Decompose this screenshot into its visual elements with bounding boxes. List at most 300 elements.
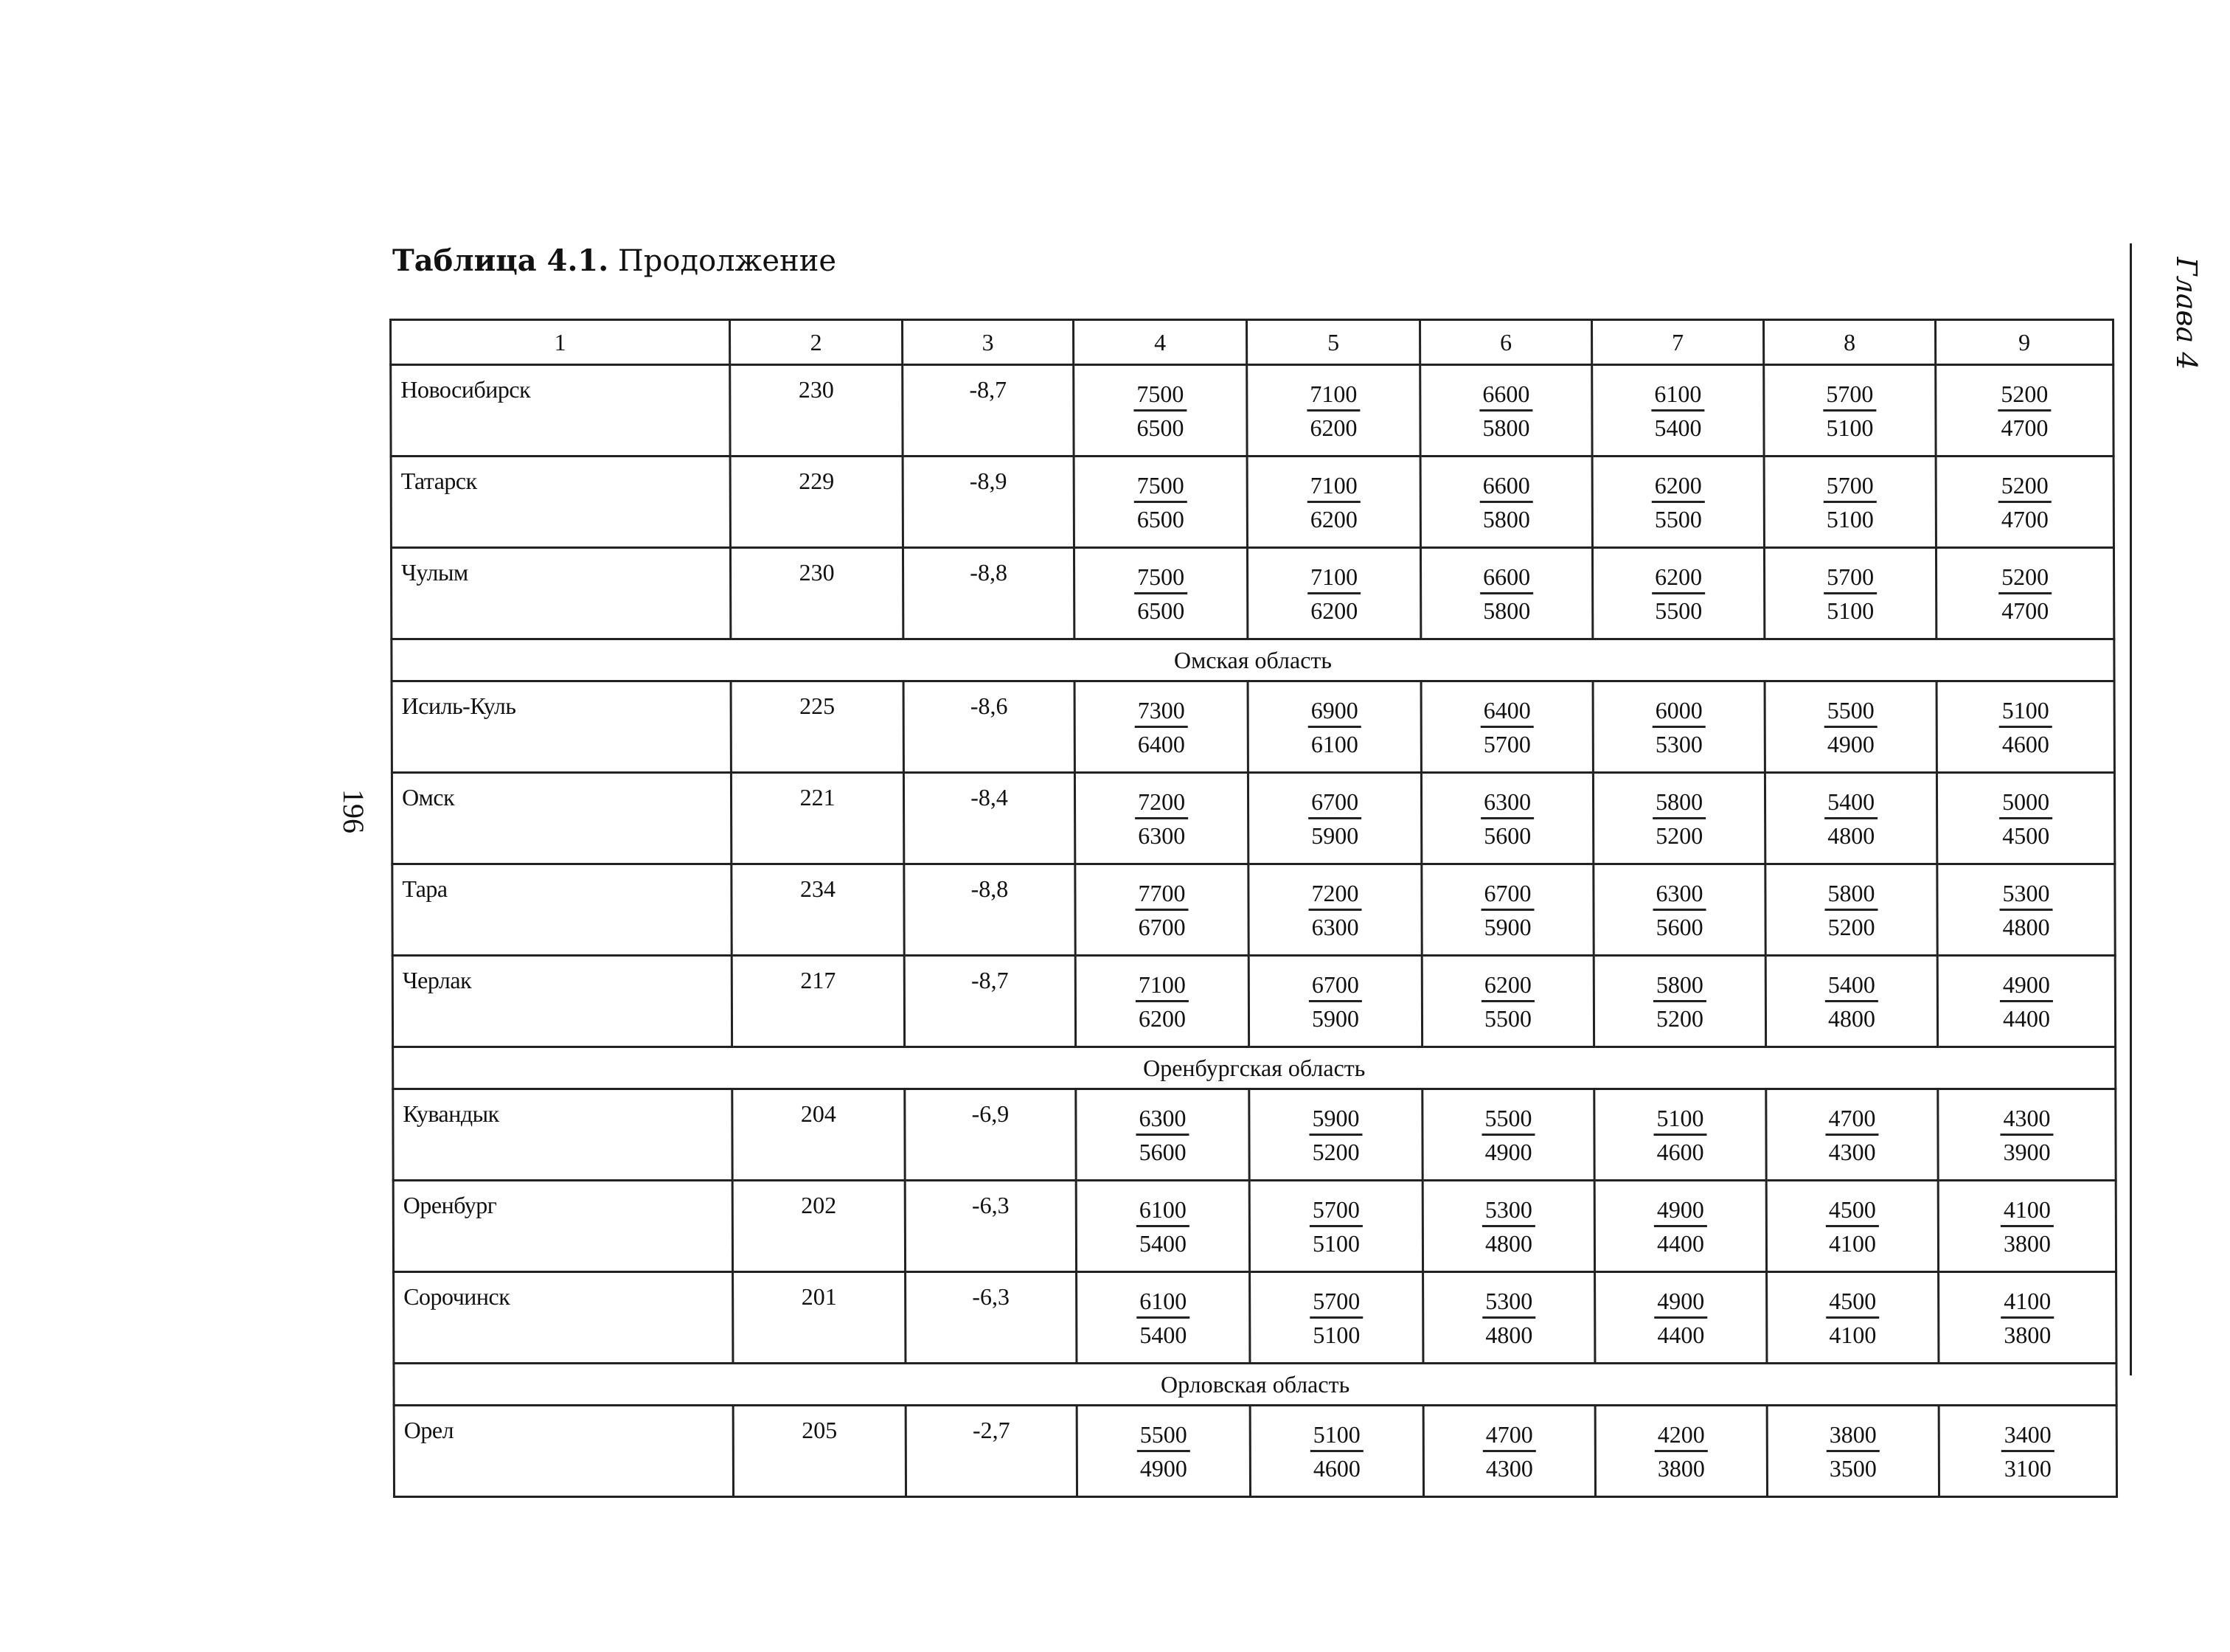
value-col2: 229 — [730, 457, 903, 548]
fraction — [1482, 1106, 1535, 1164]
denominator: 5600 — [1484, 822, 1532, 849]
numerator: 4900 — [1654, 1198, 1707, 1227]
denominator: 4400 — [1656, 1229, 1704, 1257]
fraction — [2000, 1106, 2053, 1164]
fraction — [1652, 473, 1705, 531]
numerator: 6200 — [1482, 973, 1535, 1002]
fraction-cell — [1074, 548, 1247, 639]
fraction — [1653, 790, 1706, 847]
city-name: Татарск — [391, 457, 730, 548]
fraction — [1481, 698, 1534, 756]
fraction-cell — [1248, 681, 1421, 773]
denominator: 5100 — [1827, 597, 1875, 624]
denominator: 5400 — [1139, 1229, 1187, 1257]
fraction-cell — [1937, 864, 2115, 956]
fraction-cell — [1939, 1406, 2116, 1497]
numerator: 6100 — [1136, 1198, 1189, 1227]
fraction-cell — [1767, 1272, 1939, 1364]
table-caption — [392, 243, 836, 278]
numerator: 4100 — [2001, 1289, 2054, 1319]
numerator: 5300 — [1482, 1289, 1535, 1319]
fraction-cell — [1937, 956, 2115, 1047]
denominator: 4600 — [1313, 1454, 1361, 1482]
fraction — [1998, 565, 2052, 622]
chapter-rule — [2130, 243, 2132, 1375]
fraction-cell — [1592, 548, 1764, 639]
value-col3: -6,9 — [905, 1089, 1076, 1181]
fraction-cell — [1938, 1089, 2116, 1181]
denominator: 4900 — [1484, 1138, 1532, 1165]
column-header: 3 — [903, 320, 1074, 365]
fraction-cell — [1423, 1272, 1595, 1364]
fraction-cell — [1423, 1406, 1595, 1497]
fraction-cell — [1936, 548, 2113, 639]
denominator: 5100 — [1312, 1229, 1360, 1257]
fraction — [1826, 1195, 1879, 1257]
denominator: 4400 — [2002, 1004, 2051, 1032]
fraction — [1653, 1106, 1706, 1164]
fraction — [1482, 1289, 1535, 1347]
fraction — [1136, 1289, 1189, 1347]
region-title: Орловская область — [394, 1364, 2116, 1406]
numerator: 5900 — [1309, 1106, 1362, 1136]
fraction-cell — [1421, 773, 1593, 864]
fraction — [1825, 1106, 1878, 1164]
fraction — [1135, 698, 1188, 756]
numerator: 5100 — [1999, 698, 2052, 728]
denominator: 6200 — [1310, 414, 1358, 441]
denominator: 6700 — [1138, 913, 1186, 940]
city-name: Оренбург — [393, 1181, 732, 1272]
numerator: 5000 — [1999, 790, 2052, 819]
denominator: 5900 — [1311, 1004, 1360, 1032]
denominator: 6200 — [1138, 1004, 1187, 1032]
fraction-cell — [1765, 773, 1937, 864]
fraction — [1307, 473, 1361, 531]
city-name: Сорочинск — [394, 1272, 733, 1364]
page-number: 196 — [337, 789, 371, 833]
fraction-cell — [1592, 457, 1764, 548]
denominator: 5800 — [1482, 414, 1530, 441]
fraction-cell — [1595, 1272, 1767, 1364]
data-table — [389, 319, 2118, 1498]
denominator: 6500 — [1137, 597, 1185, 624]
value-col2: 225 — [731, 681, 903, 773]
region-row — [392, 639, 2114, 681]
numerator: 6600 — [1480, 565, 1533, 594]
denominator: 3500 — [1829, 1454, 1877, 1482]
numerator: 5200 — [1998, 382, 2051, 412]
numerator: 5200 — [1998, 565, 2052, 594]
numerator: 7100 — [1136, 973, 1189, 1002]
fraction-cell — [1077, 1406, 1250, 1497]
numerator: 6100 — [1136, 1289, 1189, 1319]
numerator: 7500 — [1134, 473, 1187, 503]
fraction — [1310, 1420, 1364, 1482]
value-col2: 205 — [733, 1406, 906, 1497]
fraction — [1308, 881, 1361, 939]
fraction — [1825, 973, 1878, 1030]
city-name: Новосибирск — [391, 365, 730, 457]
fraction — [1137, 1420, 1190, 1482]
numerator: 7100 — [1307, 565, 1361, 594]
city-name: Омск — [392, 773, 731, 864]
numerator: 5700 — [1824, 473, 1877, 503]
denominator: 5100 — [1826, 414, 1874, 441]
fraction — [1136, 973, 1189, 1030]
denominator: 3800 — [2004, 1321, 2052, 1348]
fraction-cell — [1594, 956, 1765, 1047]
fraction-cell — [1247, 457, 1420, 548]
fraction-cell — [1765, 956, 1937, 1047]
fraction — [1481, 881, 1534, 939]
denominator: 4600 — [2001, 730, 2049, 757]
fraction — [1654, 1195, 1707, 1257]
city-name: Орел — [394, 1406, 733, 1497]
fraction-cell — [1937, 773, 2114, 864]
value-col3: -8,7 — [904, 956, 1075, 1047]
fraction — [1824, 790, 1878, 847]
fraction — [1651, 382, 1704, 440]
fraction — [1824, 698, 1878, 756]
denominator: 5600 — [1656, 913, 1703, 940]
fraction-cell — [1939, 1272, 2116, 1364]
city-name: Кувандык — [393, 1089, 732, 1181]
fraction — [1823, 382, 1876, 440]
denominator: 3900 — [2003, 1138, 2051, 1165]
denominator: 4800 — [1827, 1004, 1876, 1032]
fraction-cell — [1247, 365, 1420, 457]
fraction — [1133, 382, 1187, 440]
denominator: 6500 — [1136, 414, 1184, 441]
numerator: 3400 — [2001, 1423, 2054, 1452]
value-col2: 230 — [730, 548, 903, 639]
fraction-cell — [1764, 365, 1936, 457]
numerator: 7200 — [1135, 790, 1188, 819]
denominator: 6100 — [1310, 730, 1358, 757]
fraction — [2001, 1195, 2054, 1257]
denominator: 6400 — [1137, 730, 1185, 757]
fraction-cell — [1423, 1089, 1594, 1181]
denominator: 4500 — [2002, 822, 2050, 849]
numerator: 7300 — [1135, 698, 1188, 728]
fraction-cell — [1421, 681, 1593, 773]
value-col3: -8,6 — [903, 681, 1074, 773]
fraction — [1654, 1289, 1707, 1347]
fraction-cell — [1075, 864, 1248, 956]
denominator: 5400 — [1139, 1321, 1187, 1348]
denominator: 4600 — [1656, 1138, 1704, 1165]
table-row — [391, 548, 2113, 639]
numerator: 7100 — [1307, 382, 1360, 412]
fraction-cell — [1420, 548, 1592, 639]
numerator: 6700 — [1481, 881, 1534, 911]
table-row — [393, 1089, 2116, 1181]
denominator: 4700 — [2001, 414, 2049, 441]
denominator: 4900 — [1139, 1454, 1187, 1482]
denominator: 3800 — [2003, 1229, 2051, 1257]
numerator: 6000 — [1653, 698, 1706, 728]
fraction — [1827, 1420, 1880, 1482]
fraction-cell — [1075, 956, 1248, 1047]
numerator: 5400 — [1824, 790, 1878, 819]
fraction — [1480, 473, 1533, 531]
numerator: 5100 — [1653, 1106, 1706, 1136]
denominator: 4700 — [2001, 597, 2049, 624]
fraction — [2000, 973, 2053, 1030]
numerator: 6600 — [1479, 382, 1532, 412]
table-row — [392, 773, 2114, 864]
numerator: 4300 — [2000, 1106, 2053, 1136]
fraction — [1481, 790, 1534, 847]
column-header: 9 — [1936, 320, 2113, 365]
numerator: 7100 — [1307, 473, 1361, 503]
fraction-cell — [1250, 1406, 1423, 1497]
fraction — [1482, 973, 1535, 1030]
numerator: 6200 — [1652, 565, 1705, 594]
numerator: 7500 — [1134, 565, 1187, 594]
fraction — [1309, 973, 1362, 1030]
fraction-cell — [1250, 1272, 1423, 1364]
numerator: 6700 — [1308, 790, 1361, 819]
denominator: 4100 — [1829, 1321, 1877, 1348]
fraction-cell — [1074, 681, 1248, 773]
chapter-running-head: Глава 4 — [2170, 257, 2203, 370]
denominator: 5700 — [1483, 730, 1531, 757]
fraction-cell — [1248, 864, 1422, 956]
fraction — [1480, 565, 1533, 622]
numerator: 5300 — [1999, 881, 2052, 911]
fraction-cell — [1594, 864, 1765, 956]
denominator: 4900 — [1827, 730, 1875, 757]
region-row — [394, 1364, 2116, 1406]
fraction — [1310, 1289, 1363, 1347]
fraction — [1999, 698, 2052, 756]
fraction — [1310, 1195, 1363, 1257]
numerator: 4500 — [1826, 1289, 1879, 1319]
numerator: 4700 — [1825, 1106, 1878, 1136]
denominator: 6200 — [1310, 505, 1358, 532]
fraction-cell — [1937, 681, 2114, 773]
city-name: Исиль-Куль — [392, 681, 731, 773]
fraction-cell — [1765, 864, 1937, 956]
denominator: 5100 — [1313, 1321, 1361, 1348]
denominator: 5500 — [1484, 1004, 1532, 1032]
value-col3: -2,7 — [906, 1406, 1077, 1497]
column-header: 5 — [1247, 320, 1420, 365]
numerator: 5700 — [1824, 565, 1877, 594]
fraction-cell — [1248, 956, 1422, 1047]
city-name: Тара — [392, 864, 732, 956]
value-col3: -8,8 — [904, 864, 1075, 956]
fraction — [1307, 382, 1360, 440]
fraction-cell — [1422, 864, 1594, 956]
fraction-cell — [1938, 1181, 2116, 1272]
fraction-cell — [1594, 1089, 1766, 1181]
denominator: 5200 — [1656, 822, 1703, 849]
fraction — [1653, 881, 1706, 939]
numerator: 5700 — [1823, 382, 1876, 412]
value-col3: -8,9 — [903, 457, 1074, 548]
fraction-cell — [1595, 1406, 1767, 1497]
value-col2: 217 — [732, 956, 904, 1047]
numerator: 5700 — [1310, 1198, 1363, 1227]
fraction-cell — [1077, 1272, 1250, 1364]
fraction-cell — [1767, 1406, 1939, 1497]
fraction-cell — [1936, 365, 2113, 457]
fraction-cell — [1076, 1181, 1249, 1272]
numerator: 6900 — [1308, 698, 1361, 728]
fraction-cell — [1249, 1181, 1423, 1272]
column-header: 4 — [1074, 320, 1247, 365]
value-col3: -6,3 — [906, 1272, 1077, 1364]
fraction — [1826, 1289, 1879, 1347]
denominator: 4300 — [1828, 1138, 1876, 1165]
numerator: 5200 — [1998, 473, 2052, 503]
fraction — [1653, 973, 1706, 1030]
table-row — [391, 457, 2113, 548]
denominator: 5800 — [1483, 597, 1531, 624]
table-row — [394, 1406, 2116, 1497]
numerator: 7500 — [1133, 382, 1187, 412]
fraction — [1135, 881, 1188, 939]
numerator: 6200 — [1652, 473, 1705, 503]
fraction-cell — [1766, 1181, 1938, 1272]
fraction — [2001, 1420, 2054, 1482]
fraction — [1824, 881, 1878, 939]
denominator: 5600 — [1139, 1138, 1187, 1165]
fraction — [1653, 698, 1706, 756]
fraction-cell — [1593, 773, 1765, 864]
column-header: 1 — [391, 320, 730, 365]
value-col2: 202 — [732, 1181, 905, 1272]
fraction-cell — [1074, 365, 1247, 457]
denominator: 6300 — [1138, 822, 1186, 849]
denominator: 5800 — [1482, 505, 1530, 532]
numerator: 6100 — [1651, 382, 1704, 412]
numerator: 5800 — [1653, 790, 1706, 819]
fraction — [1824, 473, 1877, 531]
fraction — [1134, 565, 1187, 622]
table-row — [393, 1181, 2116, 1272]
denominator: 4100 — [1828, 1229, 1876, 1257]
fraction — [1652, 565, 1705, 622]
value-col2: 230 — [730, 365, 903, 457]
denominator: 3800 — [1657, 1454, 1705, 1482]
fraction — [1307, 565, 1361, 622]
denominator: 5500 — [1655, 597, 1703, 624]
value-col3: -8,7 — [903, 365, 1074, 457]
denominator: 6500 — [1136, 505, 1184, 532]
fraction-cell — [1423, 1181, 1594, 1272]
fraction-cell — [1765, 681, 1937, 773]
fraction-cell — [1076, 1089, 1249, 1181]
numerator: 7200 — [1308, 881, 1361, 911]
numerator: 5800 — [1653, 973, 1706, 1002]
denominator: 4800 — [1827, 822, 1875, 849]
fraction — [1999, 881, 2052, 939]
fraction — [1655, 1420, 1708, 1482]
fraction-cell — [1593, 681, 1765, 773]
denominator: 5300 — [1655, 730, 1703, 757]
fraction — [1134, 473, 1187, 531]
city-name: Чулым — [391, 548, 730, 639]
denominator: 4300 — [1485, 1454, 1533, 1482]
numerator: 6700 — [1309, 973, 1362, 1002]
column-header: 6 — [1420, 320, 1592, 365]
denominator: 4800 — [1485, 1321, 1533, 1348]
fraction — [1309, 1106, 1362, 1164]
numerator: 5500 — [1824, 698, 1878, 728]
numerator: 4200 — [1655, 1423, 1708, 1452]
fraction-cell — [1420, 365, 1592, 457]
fraction-cell — [1074, 457, 1247, 548]
numerator: 6600 — [1480, 473, 1533, 503]
value-col2: 204 — [732, 1089, 905, 1181]
numerator: 6300 — [1481, 790, 1534, 819]
fraction-cell — [1074, 773, 1248, 864]
fraction — [2001, 1289, 2054, 1347]
value-col2: 234 — [732, 864, 904, 956]
numerator: 5400 — [1825, 973, 1878, 1002]
fraction-cell — [1422, 956, 1594, 1047]
fraction-cell — [1420, 457, 1592, 548]
numerator: 5500 — [1482, 1106, 1535, 1136]
fraction — [1479, 382, 1532, 440]
denominator: 5200 — [1312, 1138, 1360, 1165]
value-col2: 201 — [733, 1272, 906, 1364]
fraction — [1308, 698, 1361, 756]
fraction-cell — [1594, 1181, 1766, 1272]
value-col3: -8,4 — [903, 773, 1074, 864]
numerator: 4900 — [2000, 973, 2053, 1002]
fraction — [1136, 1195, 1189, 1257]
fraction-cell — [1764, 457, 1936, 548]
table-row — [392, 681, 2114, 773]
denominator: 5200 — [1827, 913, 1875, 940]
denominator: 5400 — [1654, 414, 1702, 441]
value-col2: 221 — [731, 773, 903, 864]
numerator: 6300 — [1653, 881, 1706, 911]
numerator: 4100 — [2001, 1198, 2054, 1227]
column-header: 7 — [1592, 320, 1764, 365]
numerator: 7700 — [1135, 881, 1188, 911]
fraction-cell — [1247, 548, 1420, 639]
numerator: 6400 — [1481, 698, 1534, 728]
table-row — [392, 956, 2115, 1047]
fraction — [1999, 790, 2052, 847]
table-body — [391, 365, 2117, 1497]
numerator: 4500 — [1826, 1198, 1879, 1227]
numerator: 5800 — [1824, 881, 1878, 911]
fraction-cell — [1592, 365, 1764, 457]
fraction-cell — [1764, 548, 1936, 639]
numerator: 6300 — [1136, 1106, 1189, 1136]
fraction — [1482, 1195, 1535, 1257]
denominator: 4800 — [1484, 1229, 1532, 1257]
table-caption-text: Продолжение — [608, 244, 837, 278]
denominator: 3100 — [2004, 1454, 2052, 1482]
fraction-cell — [1248, 773, 1421, 864]
denominator: 5900 — [1311, 822, 1359, 849]
value-col3: -6,3 — [905, 1181, 1076, 1272]
fraction — [1998, 382, 2051, 440]
denominator: 6300 — [1311, 913, 1359, 940]
column-header: 8 — [1764, 320, 1936, 365]
fraction — [1308, 790, 1361, 847]
fraction — [1483, 1420, 1536, 1482]
numerator: 5700 — [1310, 1289, 1363, 1319]
